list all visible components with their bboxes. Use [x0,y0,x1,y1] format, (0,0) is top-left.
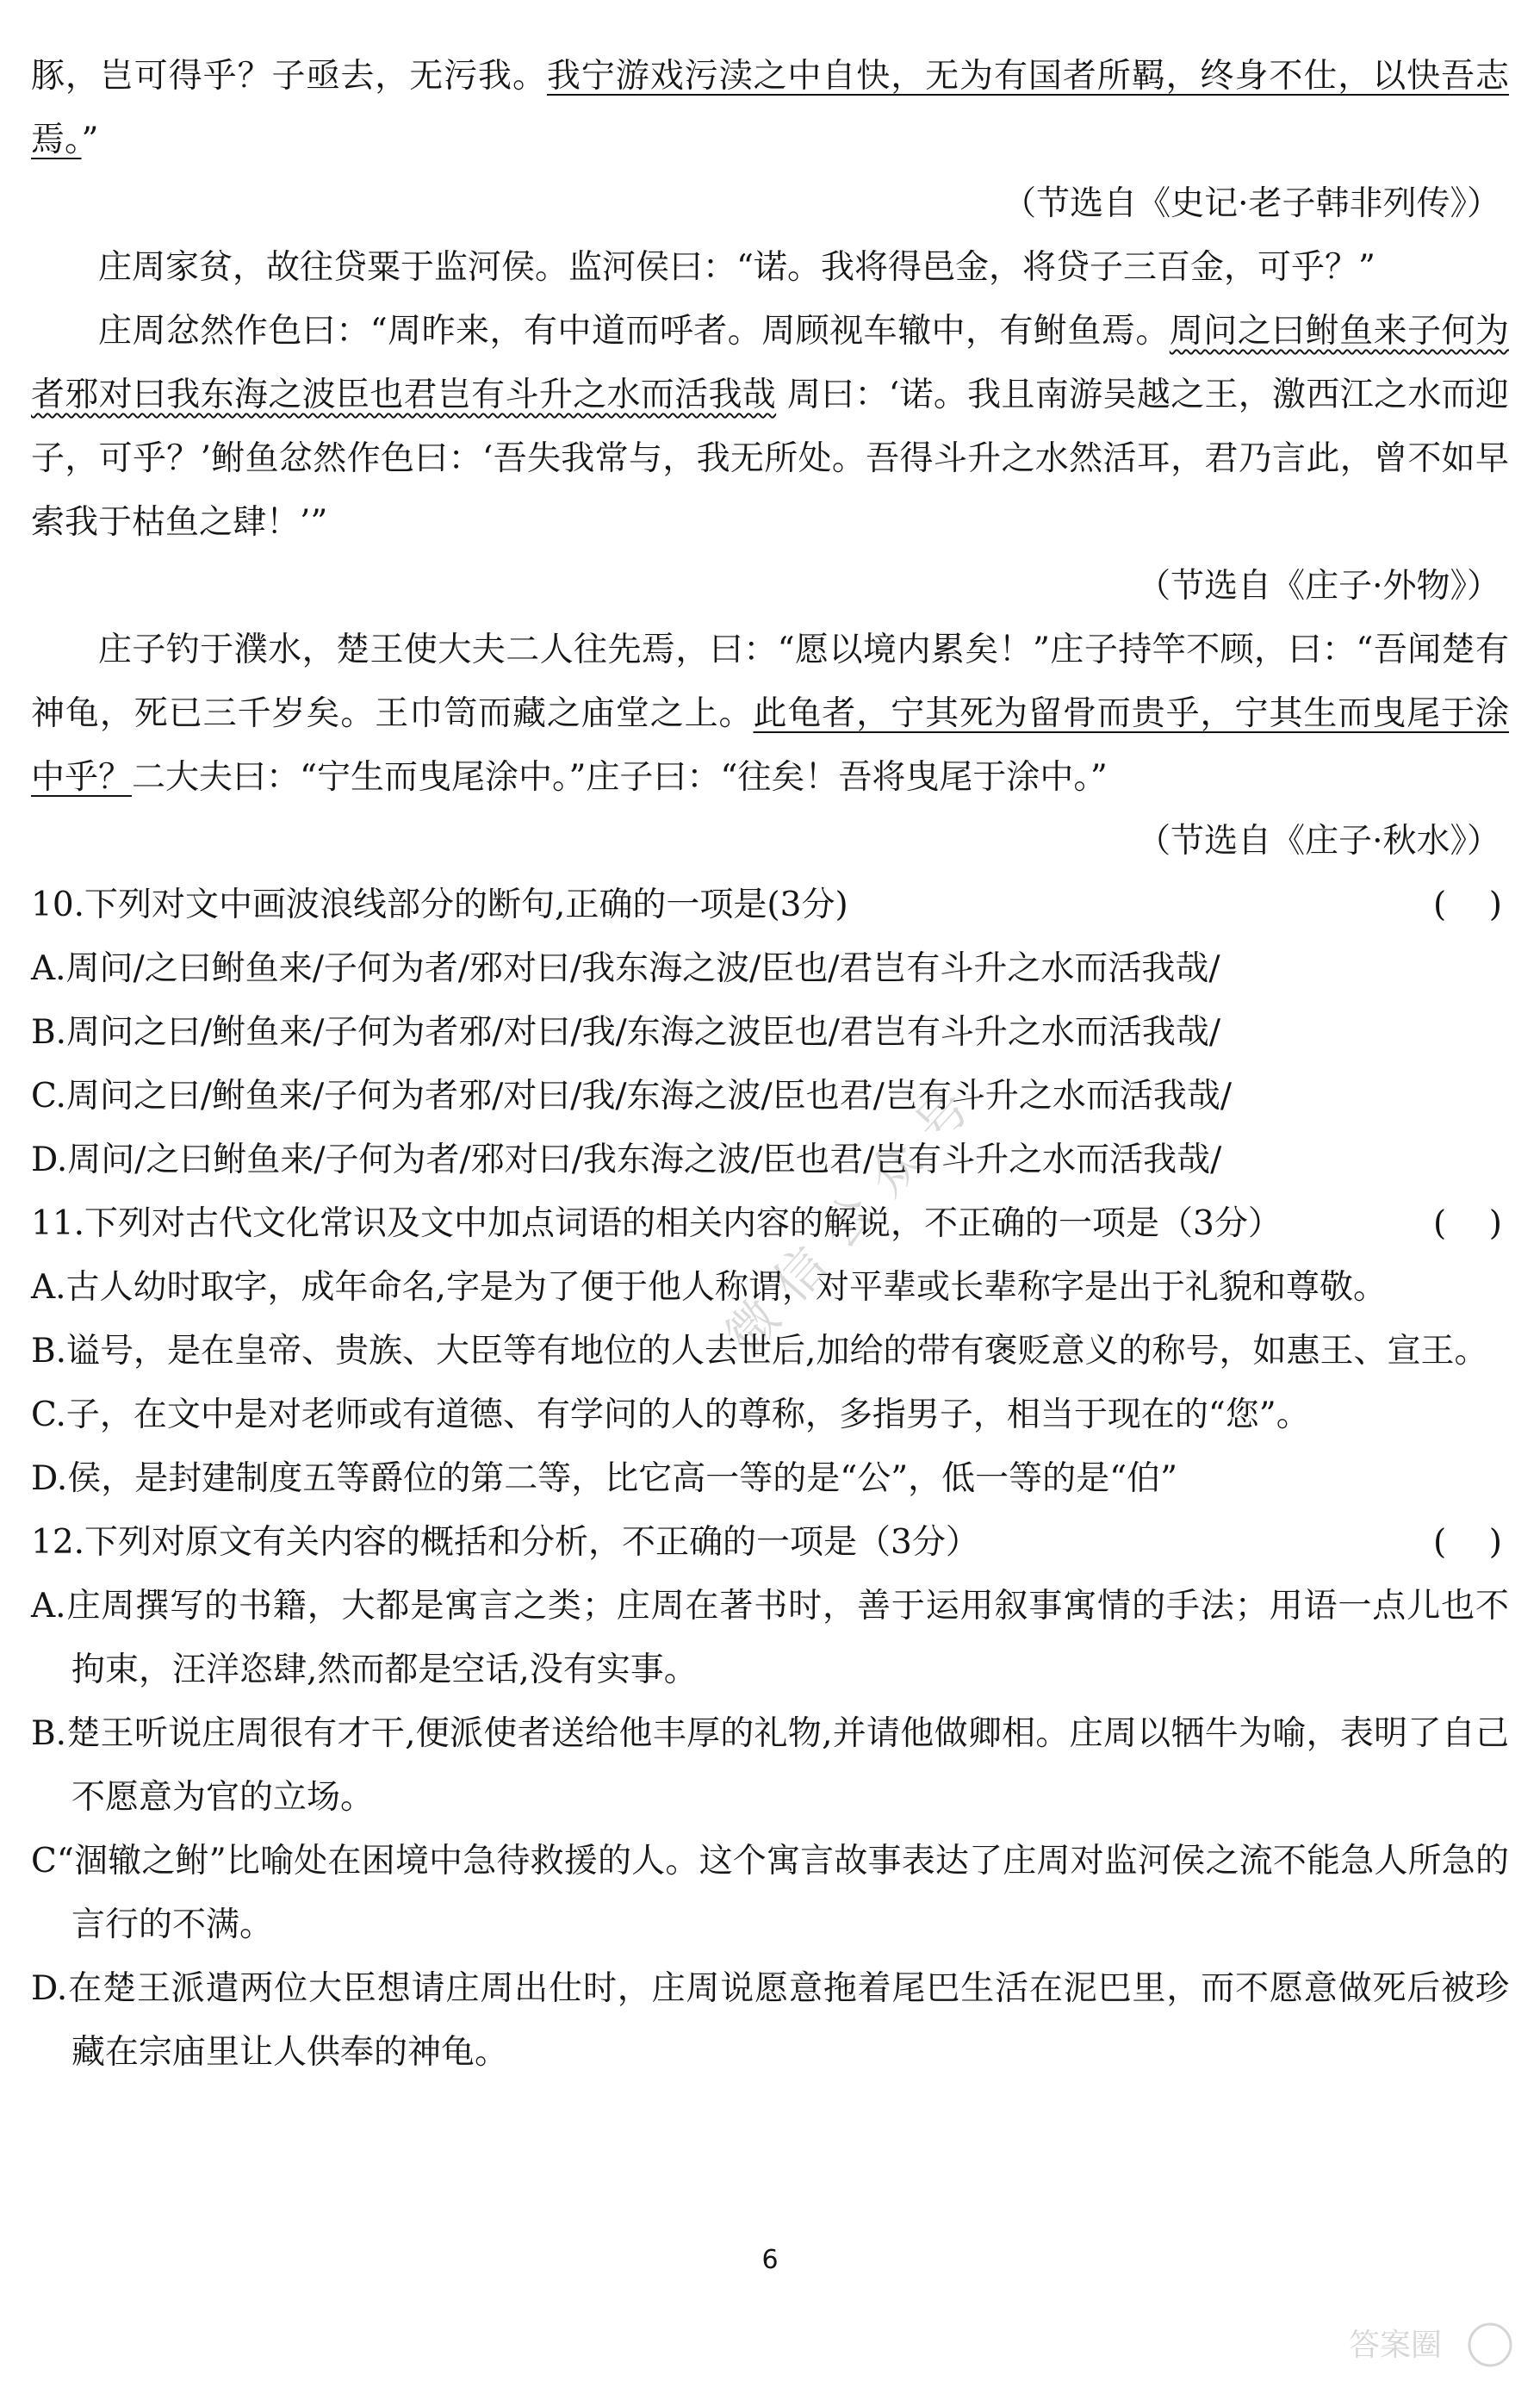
question-11-option-c: C.子，在文中是对老师或有道德、有学问的人的尊称，多指男子，相当于现在的“您”。 [31,1396,1310,1434]
question-10-stem [31,873,1509,937]
question-12-option-d: D.在楚王派遣两位大臣想请庄周出仕时，庄周说愿意拖着尾巴生活在泥巴里，而不愿意做死后被珍藏在宗庙里让人供奉的神龟。 [31,1969,1509,2072]
question-text: 11.下列对古代文化常识及文中加点词语的相关内容的解说，不正确的一项是（3分） [31,1204,1282,1243]
site-logo-watermark [1344,2319,1516,2371]
question-11-option-b: B.谥号，是在皇帝、贵族、大臣等有地位的人去世后,加给的带有褒贬意义的称号，如惠王、宣王。 [31,1332,1488,1371]
passage-text: 二大夫曰：“宁生而曳尾涂中。”庄子曰：“往矣！吾将曳尾于涂中。” [132,758,1108,797]
question-11-option-d: D.侯，是封建制度五等爵位的第二等，比它高一等的是“公”，低一等的是“伯” [31,1459,1178,1498]
question-12-option-b: B.楚王听说庄周很有才干,便派使者送给他丰厚的礼物,并请他做卿相。庄周以牺牛为喻，表明了自己不愿意为官的立场。 [31,1714,1509,1817]
answer-blank: ( ) [1432,886,1502,924]
answer-blank: ( ) [1432,1523,1502,1562]
diagonal-watermark: 微信公众号 [714,1062,995,1365]
question-10-option-c: C.周问之曰/鲋鱼来/子何为者邪/对曰/我/东海之波/臣也君/岂有斗升之水而活我哉/ [31,1077,1232,1116]
source-citation-1: （节选自《史记·老子韩非列传》） [1003,184,1500,223]
wavy-underlined-sentence: 周问之曰鲋鱼来子何为者邪对曰我东海之波臣也君岂有斗升之水而活我哉 [31,312,1509,414]
passage-text: 庄子钓于濮水，楚王使大夫二人往先焉，曰：“愿以境内累矣！”庄子持竿不顾，曰：“吾闻楚有神龟，死已三千岁矣。王巾笥而藏之庙堂之上。 [31,631,1509,733]
question-10-option-d: D.周问/之曰鲋鱼来/子何为者/邪对曰/我东海之波/臣也君/岂有斗升之水而活我哉/ [31,1141,1222,1179]
passage-paragraph-2: 庄周家贫，故往贷粟于监河侯。监河侯曰：“诺。我将得邑金，将贷子三百金，可乎？” [98,248,1375,287]
passage-text: 庄周忿然作色曰：“周昨来，有中道而呼者。周顾视车辙中，有鲋鱼焉。 [98,312,1170,351]
source-citation-2: （节选自《庄子·外物》） [1137,567,1500,606]
exam-page [31,45,1509,2085]
question-11-stem [31,1192,1509,1256]
question-text: 12.下列对原文有关内容的概括和分析，不正确的一项是（3分） [31,1523,979,1562]
passage-text: 周曰：‘诺。我且南游吴越之王，激西江之水而迎子，可乎？’鲋鱼忿然作色曰：‘吾失我常与，我无所处。吾得斗升之水然活耳，君乃言此，曾不如早索我于枯鱼之肆！’” [31,376,1509,542]
question-11-option-a: A.古人幼时取字，成年命名,字是为了便于他人称谓，对平辈或长辈称字是出于礼貌和尊敬。 [31,1268,1387,1307]
watermark-text: 答案圈 [1349,2328,1443,2363]
page-number: 6 [761,2245,779,2275]
underlined-sentence: 此龟者，宁其死为留骨而贵乎，宁其生而曳尾于涂中乎？ [31,694,1509,797]
passage-text: ” [81,121,99,159]
answer-blank: ( ) [1432,1204,1502,1243]
source-citation-3: （节选自《庄子·秋水》） [1137,822,1500,861]
passage-paragraph-3 [31,300,1509,555]
underlined-sentence: 我宁游戏污渎之中自快，无为有国者所羁，终身不仕，以快吾志焉。 [31,57,1509,159]
question-12-option-a: A.庄周撰写的书籍，大都是寓言之类；庄周在著书时，善于运用叙事寓情的手法；用语一点儿也不拘束，汪洋恣肆,然而都是空话,没有实事。 [31,1587,1509,1689]
passage-paragraph-1 [31,45,1509,172]
question-text: 10.下列对文中画波浪线部分的断句,正确的一项是(3分) [31,886,848,924]
question-10-option-a: A.周问/之曰鲋鱼来/子何为者/邪对曰/我东海之波/臣也/君岂有斗升之水而活我哉/ [31,949,1220,988]
question-12-option-c: C“涸辙之鲋”比喻处在困境中急待救援的人。这个寓言故事表达了庄周对监河侯之流不能急人所急的言行的不满。 [31,1842,1509,1944]
passage-paragraph-4 [31,619,1509,810]
question-12-stem [31,1511,1509,1575]
passage-text: 豚，岂可得乎？子亟去，无污我。 [31,57,547,96]
question-10-option-b: B.周问之曰/鲋鱼来/子何为者邪/对曰/我/东海之波臣也/君岂有斗升之水而活我哉/ [31,1013,1221,1052]
